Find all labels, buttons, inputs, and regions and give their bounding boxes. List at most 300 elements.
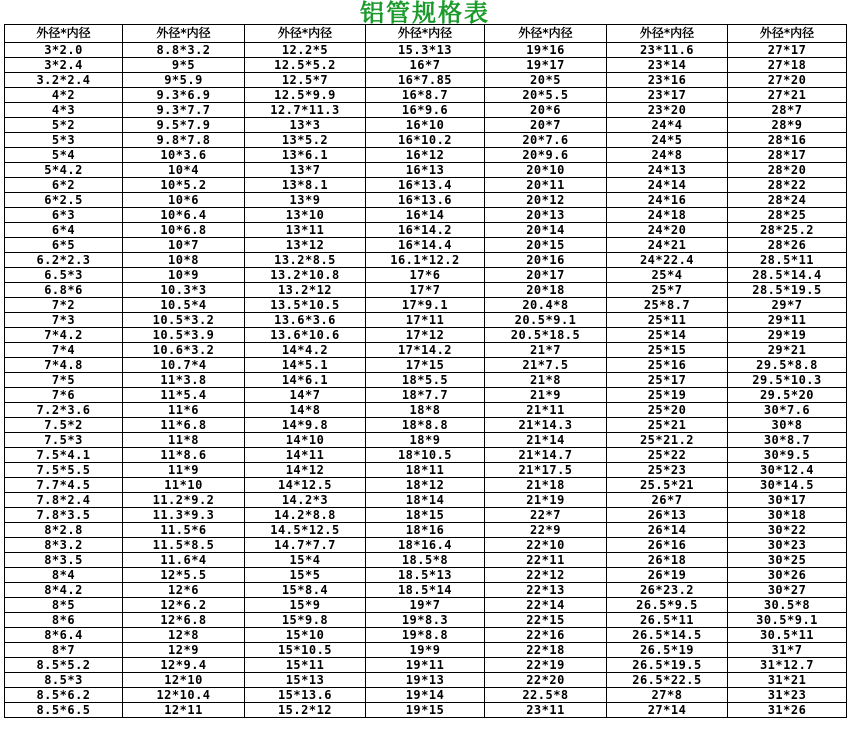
- spec-cell: 12.5*7: [245, 73, 366, 88]
- spec-cell: 28*17: [728, 148, 847, 163]
- spec-cell: 8*4: [5, 568, 123, 583]
- spec-cell: 21*14.3: [485, 418, 607, 433]
- spec-cell: 24*8: [607, 148, 728, 163]
- spec-cell: 19*14: [366, 688, 485, 703]
- table-row: [5, 613, 847, 628]
- spec-cell: 14.2*3: [245, 493, 366, 508]
- spec-cell: 11.3*9.3: [123, 508, 245, 523]
- spec-cell: 6*2: [5, 178, 123, 193]
- spec-cell: 12*6.2: [123, 598, 245, 613]
- spec-cell: 12*11: [123, 703, 245, 718]
- spec-cell: 28*7: [728, 103, 847, 118]
- table-row: [5, 43, 847, 58]
- spec-cell: 21*9: [485, 388, 607, 403]
- table-row: [5, 268, 847, 283]
- spec-cell: 23*20: [607, 103, 728, 118]
- spec-cell: 21*14.7: [485, 448, 607, 463]
- spec-cell: 16*9.6: [366, 103, 485, 118]
- spec-cell: 6*5: [5, 238, 123, 253]
- spec-cell: 23*16: [607, 73, 728, 88]
- spec-cell: 24*18: [607, 208, 728, 223]
- table-row: [5, 673, 847, 688]
- spec-cell: 26*23.2: [607, 583, 728, 598]
- spec-cell: 18*9: [366, 433, 485, 448]
- spec-cell: 7*4.2: [5, 328, 123, 343]
- spec-cell: 14*9.8: [245, 418, 366, 433]
- spec-cell: 29.5*10.3: [728, 373, 847, 388]
- spec-cell: 16*13.4: [366, 178, 485, 193]
- spec-cell: 28.5*11: [728, 253, 847, 268]
- spec-cell: 26*14: [607, 523, 728, 538]
- spec-cell: 8*3.2: [5, 538, 123, 553]
- spec-cell: 15.3*13: [366, 43, 485, 58]
- spec-cell: 16*7.85: [366, 73, 485, 88]
- spec-cell: 25*16: [607, 358, 728, 373]
- spec-cell: 29*21: [728, 343, 847, 358]
- spec-cell: 28.5*14.4: [728, 268, 847, 283]
- page-title: 铝管规格表: [360, 0, 490, 27]
- spec-cell: 16*8.7: [366, 88, 485, 103]
- spec-cell: 19*8.3: [366, 613, 485, 628]
- table-row: [5, 643, 847, 658]
- spec-cell: 10*4: [123, 163, 245, 178]
- spec-cell: 17*7: [366, 283, 485, 298]
- spec-cell: 22*11: [485, 553, 607, 568]
- spec-cell: 6.5*3: [5, 268, 123, 283]
- table-row: [5, 283, 847, 298]
- table-row: [5, 463, 847, 478]
- spec-cell: 21*8: [485, 373, 607, 388]
- spec-cell: 13*10: [245, 208, 366, 223]
- spec-cell: 8*3.5: [5, 553, 123, 568]
- table-row: [5, 523, 847, 538]
- table-row: [5, 373, 847, 388]
- spec-cell: 8.5*3: [5, 673, 123, 688]
- spec-cell: 6*2.5: [5, 193, 123, 208]
- spec-cell: 16*14: [366, 208, 485, 223]
- spec-cell: 18*16.4: [366, 538, 485, 553]
- table-row: [5, 88, 847, 103]
- spec-cell: 20*9.6: [485, 148, 607, 163]
- spec-cell: 8*7: [5, 643, 123, 658]
- spec-cell: 29.5*8.8: [728, 358, 847, 373]
- spec-cell: 23*14: [607, 58, 728, 73]
- spec-cell: 30*17: [728, 493, 847, 508]
- spec-cell: 20*18: [485, 283, 607, 298]
- spec-cell: 30*7.6: [728, 403, 847, 418]
- column-header: 外径*内径: [728, 25, 847, 43]
- spec-cell: 29.5*20: [728, 388, 847, 403]
- spec-cell: 18*10.5: [366, 448, 485, 463]
- spec-cell: 8.5*5.2: [5, 658, 123, 673]
- spec-cell: 25*8.7: [607, 298, 728, 313]
- spec-cell: 24*21: [607, 238, 728, 253]
- table-row: [5, 553, 847, 568]
- spec-cell: 30*14.5: [728, 478, 847, 493]
- spec-cell: 21*7: [485, 343, 607, 358]
- spec-cell: 3*2.4: [5, 58, 123, 73]
- spec-cell: 7.5*2: [5, 418, 123, 433]
- spec-cell: 12*9: [123, 643, 245, 658]
- spec-cell: 16.1*12.2: [366, 253, 485, 268]
- spec-cell: 20*7.6: [485, 133, 607, 148]
- spec-cell: 10.7*4: [123, 358, 245, 373]
- spec-cell: 11.5*6: [123, 523, 245, 538]
- spec-cell: 11*8.6: [123, 448, 245, 463]
- spec-cell: 16*10.2: [366, 133, 485, 148]
- spec-cell: 19*7: [366, 598, 485, 613]
- table-row: [5, 298, 847, 313]
- spec-cell: 27*8: [607, 688, 728, 703]
- column-header: 外径*内径: [607, 25, 728, 43]
- spec-cell: 24*20: [607, 223, 728, 238]
- spec-cell: 18*11: [366, 463, 485, 478]
- spec-cell: 22*12: [485, 568, 607, 583]
- spec-cell: 15*10.5: [245, 643, 366, 658]
- spec-cell: 25*17: [607, 373, 728, 388]
- table-row: [5, 118, 847, 133]
- spec-cell: 24*5: [607, 133, 728, 148]
- table-row: [5, 208, 847, 223]
- spec-cell: 29*7: [728, 298, 847, 313]
- spec-cell: 30*18: [728, 508, 847, 523]
- spec-cell: 15*10: [245, 628, 366, 643]
- spec-cell: 25*22: [607, 448, 728, 463]
- spec-cell: 11*6.8: [123, 418, 245, 433]
- table-row: [5, 598, 847, 613]
- spec-cell: 7.5*4.1: [5, 448, 123, 463]
- spec-cell: 25*11: [607, 313, 728, 328]
- spec-cell: 7.2*3.6: [5, 403, 123, 418]
- spec-cell: 13*8.1: [245, 178, 366, 193]
- spec-cell: 25*20: [607, 403, 728, 418]
- spec-cell: 27*14: [607, 703, 728, 718]
- table-row: [5, 628, 847, 643]
- spec-cell: 11*9: [123, 463, 245, 478]
- spec-cell: 31*26: [728, 703, 847, 718]
- spec-cell: 7.5*5.5: [5, 463, 123, 478]
- spec-cell: 8.5*6.5: [5, 703, 123, 718]
- spec-cell: 15*11: [245, 658, 366, 673]
- spec-cell: 31*21: [728, 673, 847, 688]
- spec-cell: 27*20: [728, 73, 847, 88]
- table-row: [5, 403, 847, 418]
- spec-cell: 10*6.8: [123, 223, 245, 238]
- spec-cell: 13.2*10.8: [245, 268, 366, 283]
- spec-cell: 14*6.1: [245, 373, 366, 388]
- spec-cell: 22*13: [485, 583, 607, 598]
- spec-cell: 17*11: [366, 313, 485, 328]
- spec-cell: 22*7: [485, 508, 607, 523]
- spec-cell: 31*7: [728, 643, 847, 658]
- spec-cell: 11.6*4: [123, 553, 245, 568]
- spec-cell: 14*12: [245, 463, 366, 478]
- spec-cell: 24*4: [607, 118, 728, 133]
- spec-cell: 7*3: [5, 313, 123, 328]
- table-row: [5, 103, 847, 118]
- spec-cell: 19*13: [366, 673, 485, 688]
- table-row: [5, 178, 847, 193]
- spec-cell: 30*8.7: [728, 433, 847, 448]
- spec-cell: 25*21.2: [607, 433, 728, 448]
- spec-cell: 24*16: [607, 193, 728, 208]
- spec-cell: 18*8: [366, 403, 485, 418]
- spec-cell: 28*25.2: [728, 223, 847, 238]
- spec-cell: 28*9: [728, 118, 847, 133]
- spec-cell: 25*4: [607, 268, 728, 283]
- spec-cell: 27*17: [728, 43, 847, 58]
- spec-cell: 9.8*7.8: [123, 133, 245, 148]
- spec-cell: 10*9: [123, 268, 245, 283]
- spec-cell: 14*12.5: [245, 478, 366, 493]
- spec-cell: 18*5.5: [366, 373, 485, 388]
- column-header: 外径*内径: [245, 25, 366, 43]
- spec-cell: 11*8: [123, 433, 245, 448]
- spec-cell: 16*10: [366, 118, 485, 133]
- spec-cell: 11*3.8: [123, 373, 245, 388]
- spec-cell: 26.5*9.5: [607, 598, 728, 613]
- spec-cell: 10*3.6: [123, 148, 245, 163]
- table-body: [5, 43, 847, 718]
- spec-cell: 14*8: [245, 403, 366, 418]
- table-row: [5, 448, 847, 463]
- table-row: [5, 658, 847, 673]
- table-row: [5, 493, 847, 508]
- spec-cell: 13*3: [245, 118, 366, 133]
- spec-cell: 26.5*22.5: [607, 673, 728, 688]
- spec-cell: 18.5*8: [366, 553, 485, 568]
- spec-cell: 19*17: [485, 58, 607, 73]
- spec-cell: 24*14: [607, 178, 728, 193]
- spec-cell: 13.6*3.6: [245, 313, 366, 328]
- spec-cell: 26*18: [607, 553, 728, 568]
- spec-cell: 22*16: [485, 628, 607, 643]
- spec-cell: 6.8*6: [5, 283, 123, 298]
- spec-cell: 22*18: [485, 643, 607, 658]
- spec-cell: 17*6: [366, 268, 485, 283]
- spec-cell: 13*9: [245, 193, 366, 208]
- spec-cell: 20*14: [485, 223, 607, 238]
- spec-cell: 28*24: [728, 193, 847, 208]
- spec-cell: 20*11: [485, 178, 607, 193]
- spec-cell: 10.5*3.9: [123, 328, 245, 343]
- spec-cell: 7*6: [5, 388, 123, 403]
- spec-cell: 5*4: [5, 148, 123, 163]
- spec-cell: 28*16: [728, 133, 847, 148]
- spec-cell: 4*3: [5, 103, 123, 118]
- spec-cell: 13*11: [245, 223, 366, 238]
- spec-cell: 26*7: [607, 493, 728, 508]
- table-row: [5, 133, 847, 148]
- spec-cell: 5*2: [5, 118, 123, 133]
- table-row: [5, 508, 847, 523]
- spec-cell: 13*5.2: [245, 133, 366, 148]
- spec-cell: 22*10: [485, 538, 607, 553]
- spec-cell: 14*10: [245, 433, 366, 448]
- spec-cell: 20.5*18.5: [485, 328, 607, 343]
- spec-cell: 17*15: [366, 358, 485, 373]
- spec-cell: 9.5*7.9: [123, 118, 245, 133]
- spec-cell: 8*4.2: [5, 583, 123, 598]
- spec-cell: 7*4.8: [5, 358, 123, 373]
- spec-cell: 14*4.2: [245, 343, 366, 358]
- spec-cell: 14*11: [245, 448, 366, 463]
- spec-cell: 20*16: [485, 253, 607, 268]
- spec-cell: 7*5: [5, 373, 123, 388]
- spec-cell: 25*14: [607, 328, 728, 343]
- spec-cell: 22*20: [485, 673, 607, 688]
- spec-cell: 12*8: [123, 628, 245, 643]
- spec-cell: 24*13: [607, 163, 728, 178]
- spec-cell: 30*22: [728, 523, 847, 538]
- spec-cell: 10*8: [123, 253, 245, 268]
- spec-cell: 27*21: [728, 88, 847, 103]
- spec-cell: 26*19: [607, 568, 728, 583]
- spec-cell: 31*23: [728, 688, 847, 703]
- spec-cell: 20*10: [485, 163, 607, 178]
- spec-cell: 16*13.6: [366, 193, 485, 208]
- spec-cell: 7*4: [5, 343, 123, 358]
- spec-cell: 24*22.4: [607, 253, 728, 268]
- spec-cell: 8.8*3.2: [123, 43, 245, 58]
- spec-cell: 7*2: [5, 298, 123, 313]
- spec-cell: 6*4: [5, 223, 123, 238]
- spec-cell: 26.5*19: [607, 643, 728, 658]
- spec-cell: 10*5.2: [123, 178, 245, 193]
- spec-cell: 11*5.4: [123, 388, 245, 403]
- spec-cell: 12.5*9.9: [245, 88, 366, 103]
- spec-cell: 11*6: [123, 403, 245, 418]
- spec-cell: 19*8.8: [366, 628, 485, 643]
- spec-cell: 30*12.4: [728, 463, 847, 478]
- spec-cell: 13*7: [245, 163, 366, 178]
- spec-cell: 30.5*8: [728, 598, 847, 613]
- spec-cell: 16*14.2: [366, 223, 485, 238]
- spec-cell: 30*8: [728, 418, 847, 433]
- spec-cell: 20*15: [485, 238, 607, 253]
- table-row: [5, 193, 847, 208]
- spec-cell: 13*6.1: [245, 148, 366, 163]
- spec-cell: 27*18: [728, 58, 847, 73]
- spec-cell: 30.5*11: [728, 628, 847, 643]
- spec-cell: 22*15: [485, 613, 607, 628]
- table-row: [5, 253, 847, 268]
- spec-cell: 5*3: [5, 133, 123, 148]
- spec-cell: 3.2*2.4: [5, 73, 123, 88]
- spec-cell: 9.3*6.9: [123, 88, 245, 103]
- spec-cell: 8*2.8: [5, 523, 123, 538]
- spec-cell: 8*6: [5, 613, 123, 628]
- column-header: 外径*内径: [366, 25, 485, 43]
- spec-cell: 18*12: [366, 478, 485, 493]
- spec-cell: 30*26: [728, 568, 847, 583]
- table-row: [5, 478, 847, 493]
- spec-cell: 11.2*9.2: [123, 493, 245, 508]
- spec-cell: 30.5*9.1: [728, 613, 847, 628]
- spec-cell: 20*17: [485, 268, 607, 283]
- table-row: [5, 583, 847, 598]
- spec-cell: 10.5*4: [123, 298, 245, 313]
- spec-cell: 7.8*3.5: [5, 508, 123, 523]
- spec-cell: 15*13.6: [245, 688, 366, 703]
- table-row: [5, 388, 847, 403]
- spec-cell: 12*9.4: [123, 658, 245, 673]
- spec-cell: 28*26: [728, 238, 847, 253]
- spec-cell: 9*5: [123, 58, 245, 73]
- spec-cell: 12.7*11.3: [245, 103, 366, 118]
- table-row: [5, 313, 847, 328]
- spec-cell: 10.3*3: [123, 283, 245, 298]
- spec-cell: 14.5*12.5: [245, 523, 366, 538]
- spec-cell: 26.5*19.5: [607, 658, 728, 673]
- spec-cell: 6*3: [5, 208, 123, 223]
- spec-cell: 20*6: [485, 103, 607, 118]
- spec-cell: 12*6: [123, 583, 245, 598]
- spec-cell: 10*6: [123, 193, 245, 208]
- spec-cell: 22.5*8: [485, 688, 607, 703]
- spec-cell: 14.2*8.8: [245, 508, 366, 523]
- spec-cell: 10*6.4: [123, 208, 245, 223]
- table-row: [5, 238, 847, 253]
- spec-cell: 10.6*3.2: [123, 343, 245, 358]
- spec-cell: 21*14: [485, 433, 607, 448]
- spec-cell: 25*15: [607, 343, 728, 358]
- spec-cell: 30*23: [728, 538, 847, 553]
- spec-cell: 20*5.5: [485, 88, 607, 103]
- spec-cell: 26*13: [607, 508, 728, 523]
- spec-cell: 8.5*6.2: [5, 688, 123, 703]
- table-row: [5, 163, 847, 178]
- table-row: [5, 703, 847, 718]
- spec-cell: 15*9.8: [245, 613, 366, 628]
- spec-cell: 14*7: [245, 388, 366, 403]
- spec-cell: 14.7*7.7: [245, 538, 366, 553]
- spec-cell: 16*7: [366, 58, 485, 73]
- spec-cell: 20*12: [485, 193, 607, 208]
- spec-cell: 18*15: [366, 508, 485, 523]
- spec-cell: 30*9.5: [728, 448, 847, 463]
- column-header: 外径*内径: [123, 25, 245, 43]
- spec-cell: 14*5.1: [245, 358, 366, 373]
- spec-cell: 28*22: [728, 178, 847, 193]
- column-header: 外径*内径: [485, 25, 607, 43]
- spec-cell: 23*17: [607, 88, 728, 103]
- spec-cell: 20*7: [485, 118, 607, 133]
- spec-cell: 30*27: [728, 583, 847, 598]
- spec-cell: 20.5*9.1: [485, 313, 607, 328]
- spec-cell: 19*9: [366, 643, 485, 658]
- spec-cell: 10.5*3.2: [123, 313, 245, 328]
- spec-cell: 25*23: [607, 463, 728, 478]
- spec-cell: 12.5*5.2: [245, 58, 366, 73]
- spec-cell: 17*9.1: [366, 298, 485, 313]
- spec-cell: 16*13: [366, 163, 485, 178]
- spec-cell: 6.2*2.3: [5, 253, 123, 268]
- spec-cell: 30*25: [728, 553, 847, 568]
- spec-cell: 22*9: [485, 523, 607, 538]
- spec-cell: 19*15: [366, 703, 485, 718]
- spec-cell: 10*7: [123, 238, 245, 253]
- spec-cell: 26*16: [607, 538, 728, 553]
- spec-cell: 16*14.4: [366, 238, 485, 253]
- spec-cell: 18*7.7: [366, 388, 485, 403]
- spec-cell: 13.5*10.5: [245, 298, 366, 313]
- table-row: [5, 343, 847, 358]
- spec-cell: 23*11: [485, 703, 607, 718]
- spec-cell: 13.6*10.6: [245, 328, 366, 343]
- table-row: [5, 568, 847, 583]
- spec-cell: 22*19: [485, 658, 607, 673]
